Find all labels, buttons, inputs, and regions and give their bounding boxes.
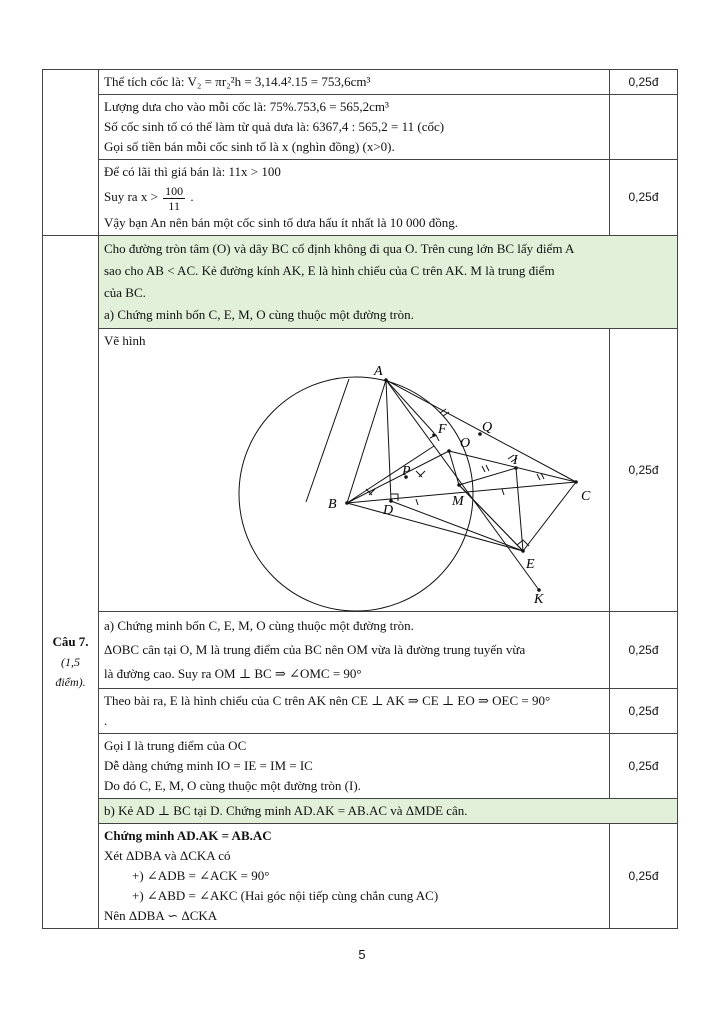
row-profit — [43, 160, 678, 236]
inequality-line: Suy ra x > $\frac{100}{11}$ . — [104, 183, 194, 213]
row-volume — [43, 70, 678, 95]
text-line: Để có lãi thì giá bán là: 11x > 100 — [104, 164, 281, 179]
text-line: Gọi số tiền bán mỗi cốc sinh tố là x (nghìn đồng) (x>0). — [104, 139, 395, 154]
volume-text: Thể tích cốc là: V₂ = πr₂²h = 3,14.4².15 = 753,6cm³ — [104, 74, 371, 89]
label-d: D — [383, 502, 394, 518]
solution-table — [42, 69, 678, 929]
label-q: Q — [482, 419, 493, 435]
row-juice — [43, 95, 678, 160]
label-c: C — [581, 488, 591, 504]
row-part-a: a) Chứng minh bốn C, E, M, O cùng thuộc một đường tròn. ΔOBC cân tại O, M là trung điểm của BC nên OM vừa là đường trung tuyến vừa là đường cao. Suy ra OM ⊥ BC ⇒ ∠OMC = 90° 0,25đ — [43, 611, 678, 688]
label-e: E — [526, 556, 535, 572]
figure-caption: Vẽ hình — [104, 332, 146, 348]
label-f: F — [438, 421, 447, 437]
label-o: O — [460, 435, 471, 451]
row-part-a2: Theo bài ra, E là hình chiếu của C trên AK nên CE ⊥ AK ⇒ CE ⊥ EO ⇒ OEC = 90° . 0,25đ — [43, 688, 678, 733]
text-line: Lượng dưa cho vào mỗi cốc là: 75%.753,6 = 565,2cm³ — [104, 99, 389, 114]
score-cell: 0,25đ — [610, 823, 678, 928]
question-label-cell: Câu 7. (1,5 điểm). — [43, 235, 99, 928]
score-cell: 0,25đ — [610, 733, 678, 798]
label-a: A — [374, 363, 383, 379]
score-cell: 0,25đ — [610, 70, 678, 95]
label-k: K — [534, 591, 544, 607]
label-m: M — [452, 493, 464, 509]
label-b: B — [328, 496, 337, 512]
row-part-b: Chứng minh AD.AK = AB.AC Xét ΔDBA và ΔCKA có +) ∠ADB = ∠ACK = 90° +) ∠ABD = ∠AKC (Hai góc nội tiếp cùng chắn cung AC) Nên ΔDBA ∽ ΔCKA 0,25đ — [43, 823, 678, 928]
row-problem — [43, 235, 678, 328]
score-cell: 0,25đ — [610, 328, 678, 611]
score-cell: 0,25đ — [610, 160, 678, 236]
row-figure — [43, 328, 678, 611]
label-i: I — [513, 452, 518, 468]
label-p: P — [402, 463, 411, 479]
text-line: Số cốc sinh tố có thể làm từ quả dưa là: 6367,4 : 565,2 = 11 (cốc) — [104, 119, 445, 134]
circle-o — [239, 377, 473, 611]
problem-statement: Cho đường tròn tâm (O) và dây BC cố định không đi qua O. Trên cung lớn BC lấy điểm A sao cho AB < AC. Kẻ đường kính AK, E là hình chiếu của C trên AK. M là trung điểm của BC. a) Chứng minh bốn C, E, M, O cùng thuộc một đường tròn. — [99, 235, 678, 328]
fraction: $\frac{100}{11}$ — [165, 183, 184, 213]
row-part-b-header: b) Kẻ AD ⊥ BC tại D. Chứng minh AD.AK = AB.AC và ΔMDE cân. — [43, 798, 678, 823]
geometry-figure — [219, 359, 591, 609]
page-number: 5 — [358, 947, 366, 962]
text-line: Vậy bạn An nên bán một cốc sinh tố dưa hấu ít nhất là 10 000 đồng. — [104, 214, 459, 230]
row-part-a3: Gọi I là trung điểm của OC Dễ dàng chứng minh IO = IE = IM = IC Do đó C, E, M, O cùng thuộc một đường tròn (I). 0,25đ — [43, 733, 678, 798]
question-title: Câu 7. — [52, 633, 89, 649]
score-cell: 0,25đ — [610, 611, 678, 688]
score-cell: 0,25đ — [610, 688, 678, 733]
